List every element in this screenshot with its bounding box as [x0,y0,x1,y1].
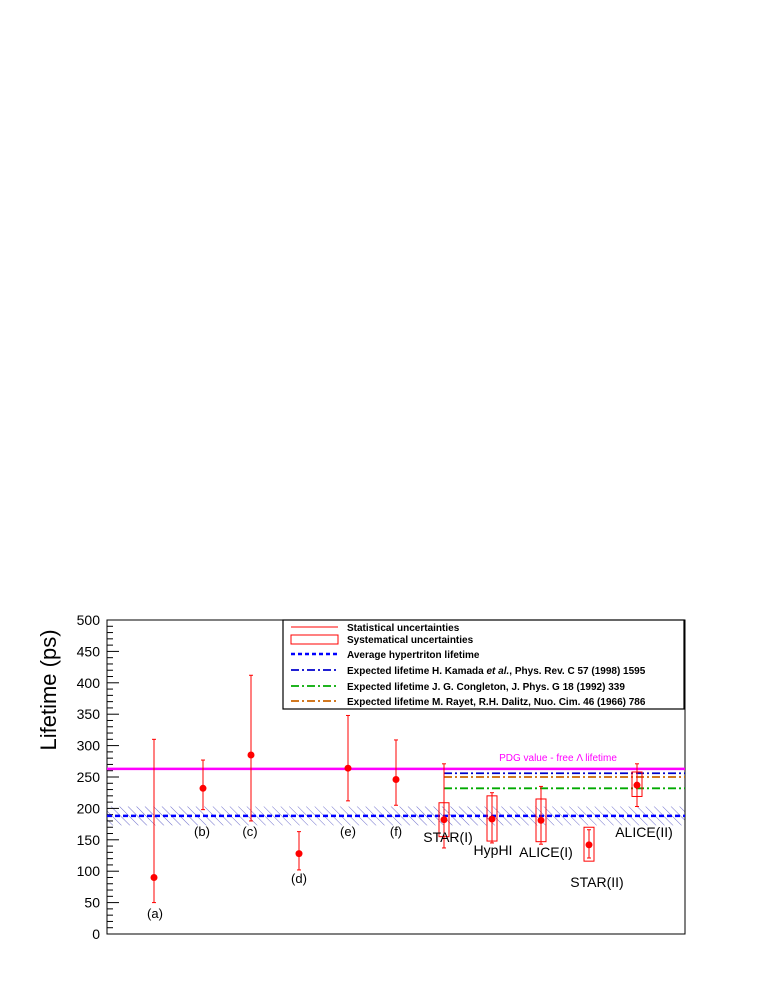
data-point [538,817,545,824]
data-point [248,752,255,759]
legend-kamada-c: , Phys. Rev. C 57 (1998) 1595 [509,666,646,677]
pdg-value-label: PDG value - free Λ lifetime [499,753,617,764]
legend-stat-text: Statistical uncertainties [347,623,460,634]
y-axis-label: Lifetime (ps) [36,629,61,751]
y-tick-label: 450 [76,643,100,660]
legend-syst-text: Systematical uncertainties [347,635,474,646]
y-tick-label: 100 [76,863,100,880]
point-label-d: (d) [291,871,307,886]
legend-box [283,620,684,709]
y-tick-label: 350 [76,706,100,723]
point-label-star2: STAR(II) [570,874,624,890]
data-point [393,776,400,783]
y-tick-label: 150 [76,831,100,848]
legend [283,620,684,709]
point-label-star1: STAR(I) [423,829,473,845]
data-point [586,841,593,848]
point-label-c: (c) [242,824,258,839]
y-tick-label: 0 [92,926,100,942]
y-tick-label: 400 [76,674,100,691]
y-tick-label: 300 [76,737,100,754]
point-label-alice2: ALICE(II) [615,824,673,840]
data-point [489,816,496,823]
point-label-alice1: ALICE(I) [519,844,573,860]
point-label-b: (b) [194,824,210,839]
data-point [345,765,352,772]
legend-avg-text: Average hypertriton lifetime [347,650,480,661]
y-tick-label: 50 [84,894,100,911]
legend-kamada-text [347,666,646,677]
data-point [441,816,448,823]
legend-kamada-a: Expected lifetime H. Kamada [347,666,484,677]
y-tick-label: 250 [76,769,100,785]
y-tick-label: 200 [76,800,100,817]
data-point [151,874,158,881]
point-label-f: (f) [389,824,403,839]
legend-kamada-b: et al. [486,666,510,677]
point-label-hyphi: HypHI [473,842,513,858]
data-point [200,785,207,792]
y-tick-label: 500 [76,612,100,628]
legend-congleton-text: Expected lifetime J. G. Congleton, J. Phys. G 18 (1992) 339 [347,682,625,693]
data-point [296,850,303,857]
y-axis [77,612,119,942]
point-label-a: (a) [147,906,163,921]
data-point [634,782,641,789]
point-label-e: (e) [340,824,356,839]
legend-rayet-text: Expected lifetime M. Rayet, R.H. Dalitz, Nuo. Cim. 46 (1966) 786 [347,697,646,708]
